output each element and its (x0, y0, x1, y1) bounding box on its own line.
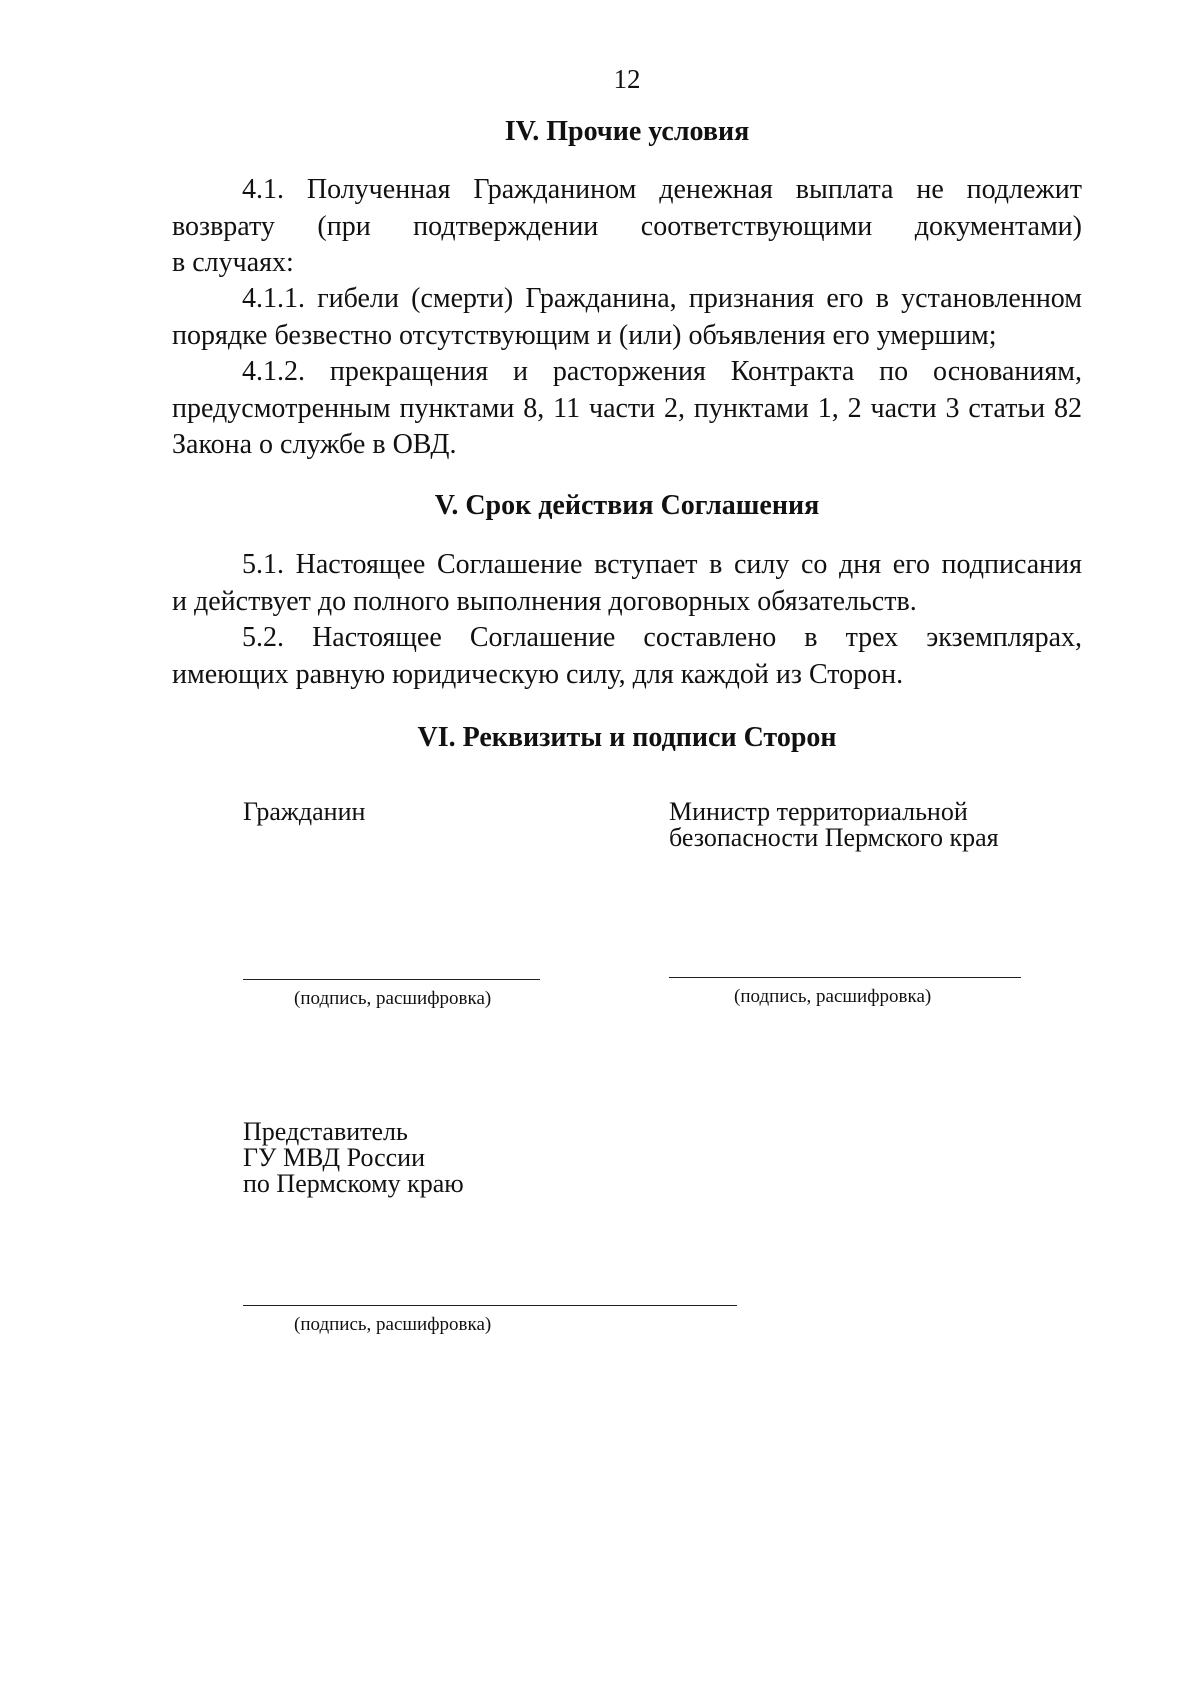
section-4-heading: IV. Прочие условия (504, 116, 750, 147)
minister-signatory-label (669, 799, 999, 851)
signatory-text: ГУ МВД России (243, 1143, 426, 1172)
paragraph-line: 4.1. Полученная Гражданином денежная выплата не подлежит (242, 174, 1082, 205)
citizen-signature-line (243, 979, 540, 980)
signatory-text: по Пермскому краю (243, 1169, 464, 1198)
section-5-heading: V. Срок действия Соглашения (434, 490, 820, 521)
citizen-signatory-label (243, 799, 365, 825)
page-number: 12 (613, 64, 641, 94)
citizen-signature-caption: (подпись, расшифровка) (294, 988, 492, 1009)
signatory-text: Министр территориальной (669, 797, 968, 826)
paragraph-line: Закона о службе в ОВД. (172, 429, 457, 460)
paragraph-line: предусмотренным пунктами 8, 11 части 2, пунктами 1, 2 части 3 статьи 82 (172, 392, 1082, 424)
paragraph-line: имеющих равную юридическую силу, для каждой из Сторон. (172, 658, 904, 690)
paragraph-line: и действует до полного выполнения договорных обязательств. (172, 585, 917, 617)
section-6-heading: VI. Реквизиты и подписи Сторон (417, 722, 837, 753)
paragraph-line: возврату (при подтверждении соответствующими документами) (172, 210, 1082, 242)
representative-signature-caption: (подпись, расшифровка) (294, 1314, 492, 1335)
paragraph-line: 4.1.2. прекращения и расторжения Контракта по основаниям, (242, 356, 1082, 387)
paragraph-line: 5.2. Настоящее Соглашение составлено в трех экземплярах, (242, 622, 1082, 653)
paragraph-4-1-1 (172, 281, 1082, 354)
paragraph-4-1 (172, 172, 1082, 282)
representative-signature-line (243, 1305, 737, 1306)
signatory-text: Гражданин (243, 797, 366, 826)
paragraph-line: 5.1. Настоящее Соглашение вступает в силу со дня его подписания (242, 549, 1082, 580)
representative-signatory-label (243, 1119, 464, 1197)
paragraph-5-2 (172, 620, 1082, 693)
signatory-text: безопасности Пермского края (669, 823, 999, 852)
paragraph-line: 4.1.1. гибели (смерти) Гражданина, признания его в установленном (242, 283, 1082, 314)
paragraph-5-1 (172, 547, 1082, 620)
paragraph-line: в случаях: (172, 247, 294, 278)
minister-signature-caption: (подпись, расшифровка) (734, 986, 932, 1007)
minister-signature-line (669, 977, 1021, 978)
paragraph-line: порядке безвестно отсутствующим и (или) объявления его умершим; (172, 319, 997, 351)
paragraph-4-1-2 (172, 354, 1082, 464)
signatory-text: Представитель (243, 1117, 408, 1146)
